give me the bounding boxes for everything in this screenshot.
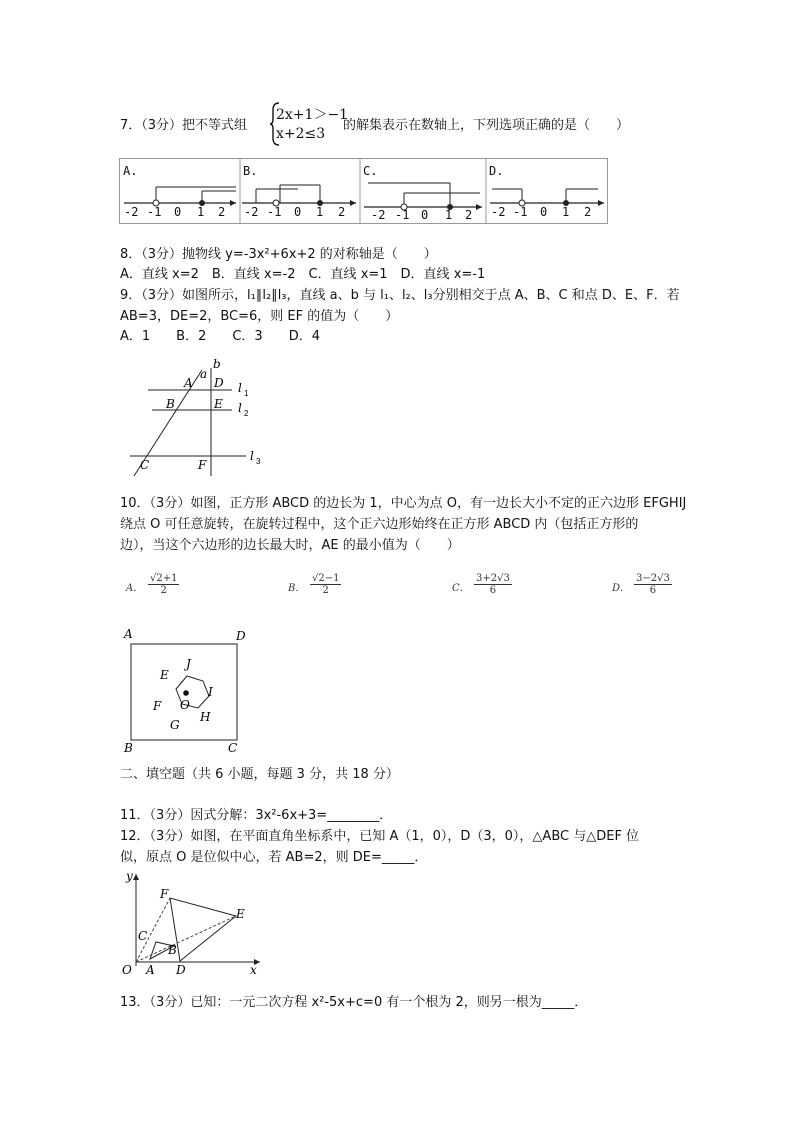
- option-b-numerator: √2−1: [312, 573, 340, 584]
- option-d-label: D．: [612, 583, 631, 594]
- label-C: C: [138, 929, 148, 943]
- option-c-numerator: 3+2√3: [476, 573, 510, 584]
- label-E: E: [160, 668, 169, 682]
- label-C: C: [228, 741, 238, 755]
- q10-option-c[interactable]: [452, 573, 512, 596]
- option-d-denominator: 6: [649, 585, 657, 596]
- label-F: F: [160, 887, 169, 901]
- label-l3: l: [250, 449, 254, 463]
- tick-label: -1: [267, 205, 282, 219]
- tick-label: -2: [124, 205, 139, 219]
- inequality-row-2: x+2≤3: [276, 126, 326, 142]
- option-c-label: C.: [363, 164, 378, 178]
- option-a-numerator: √2+1: [150, 573, 178, 584]
- option-a-number-line[interactable]: [124, 187, 236, 206]
- tick-label: 1: [562, 205, 570, 219]
- label-l1-subscript: 1: [244, 389, 249, 398]
- label-E: E: [236, 907, 245, 921]
- q12-line2: 似，原点 O 是位似中心，若 AB=2，则 DE=_____．: [120, 850, 428, 865]
- label-l2: l: [238, 401, 242, 415]
- tick-label: 2: [584, 205, 592, 219]
- label-I: I: [208, 685, 213, 699]
- tick-label: 2: [218, 205, 226, 219]
- q10-option-b[interactable]: [288, 573, 341, 596]
- label-O: O: [180, 698, 190, 712]
- tick-label: 1: [197, 205, 205, 219]
- q10-line3: 边），当这个六边形的边长最大时，AE 的最小值为（ ）: [120, 538, 460, 553]
- tick-label: -1: [513, 205, 528, 219]
- label-D: D: [176, 963, 186, 977]
- q9-parallel-lines-figure: [120, 352, 280, 482]
- label-l3-subscript: 3: [256, 457, 261, 466]
- center-point-O: [183, 690, 189, 696]
- label-B: B: [124, 741, 133, 755]
- option-b-denominator: 2: [322, 585, 329, 596]
- q10-option-a[interactable]: [126, 573, 179, 596]
- option-b-label: B．: [288, 583, 306, 594]
- y-axis-arrow-icon: [133, 874, 139, 880]
- label-A: A: [124, 627, 133, 641]
- label-y: y: [126, 869, 133, 883]
- q7-prefix: 7．（3分）把不等式组: [120, 118, 248, 133]
- q12-line1: 12．（3分）如图，在平面直角坐标系中，已知 A（1，0），D（3，0），△ABC 与△DEF 位: [120, 829, 640, 844]
- tick-label: 0: [421, 208, 429, 222]
- tick-label: -2: [491, 205, 506, 219]
- label-A: A: [146, 963, 155, 977]
- label-a: a: [200, 367, 208, 381]
- triangle-DEF: [170, 898, 236, 961]
- q9-stem-line1: 9．（3分）如图所示，l₁∥l₂∥l₃，直线 a、b 与 l₁、l₂、l₃分别相交于点 A、B、C 和点 D、E、F．若: [120, 288, 680, 303]
- option-c-number-line[interactable]: [364, 183, 482, 210]
- q10-square-hexagon-figure: [118, 624, 258, 758]
- label-l2-subscript: 2: [244, 409, 249, 418]
- option-a-label: A.: [123, 164, 138, 178]
- label-D: D: [236, 629, 246, 643]
- tick-label: 2: [338, 205, 346, 219]
- q10-line2: 绕点 O 可任意旋转，在旋转过程中，这个正六边形始终在正方形 ABCD 内（包括正方形的: [120, 517, 639, 532]
- label-B: B: [166, 397, 175, 411]
- q12-coordinate-figure: [116, 866, 266, 978]
- q10-line1: 10．（3分）如图，正方形 ABCD 的边长为 1，中心为点 O，有一边长大小不定的正六边形 EFGHIJ: [120, 496, 687, 511]
- tick-label: 1: [316, 205, 324, 219]
- tick-label: 2: [465, 208, 473, 222]
- label-A: A: [184, 376, 193, 390]
- option-b-label: B.: [243, 164, 258, 178]
- q13-text: 13．（3分）已知：一元二次方程 x²-5x+c=0 有一个根为 2，则另一根为_____．: [120, 995, 588, 1010]
- label-H: H: [200, 710, 211, 724]
- label-G: G: [170, 718, 180, 732]
- tick-label: 0: [540, 205, 548, 219]
- label-F: F: [153, 699, 162, 713]
- option-d-label: D.: [489, 164, 504, 178]
- label-J: J: [186, 657, 191, 671]
- section-2-title: 二、填空题（共 6 小题，每题 3 分，共 18 分）: [120, 767, 399, 782]
- tick-label: 0: [174, 205, 182, 219]
- tick-label: -1: [395, 208, 410, 222]
- q7-options-table: [119, 158, 608, 224]
- q8-options: A．直线 x=2 B．直线 x=-2 C．直线 x=1 D．直线 x=-1: [120, 267, 486, 282]
- label-O: O: [122, 963, 132, 977]
- option-a-label: A．: [126, 583, 144, 594]
- label-C: C: [140, 458, 150, 472]
- option-b-number-line[interactable]: [242, 185, 356, 206]
- q11-text: 11．（3分）因式分解：3x²-6x+3=________．: [120, 808, 393, 823]
- option-d-number-line[interactable]: [490, 189, 604, 206]
- label-x: x: [250, 963, 257, 977]
- tick-label: 1: [445, 208, 453, 222]
- tick-label: -2: [244, 205, 259, 219]
- label-D: D: [214, 376, 224, 390]
- inequality-row-1: 2x+1＞−1: [276, 107, 349, 123]
- option-c-denominator: 6: [489, 585, 497, 596]
- option-c-label: C．: [452, 583, 470, 594]
- tick-label: -2: [371, 208, 386, 222]
- homothety-ray-E: [136, 916, 236, 962]
- label-E: E: [214, 397, 223, 411]
- option-d-numerator: 3−2√3: [636, 573, 670, 584]
- q9-stem-line2: AB=3，DE=2，BC=6，则 EF 的值为（ ）: [120, 309, 399, 324]
- q10-option-d[interactable]: [612, 573, 672, 596]
- q9-options: A．1 B．2 C．3 D．4: [120, 329, 320, 344]
- label-b: b: [213, 357, 221, 371]
- q7-suffix: 的解集表示在数轴上，下列选项正确的是（ ）: [343, 118, 630, 133]
- label-l1: l: [238, 381, 242, 395]
- tick-label: 0: [294, 205, 302, 219]
- option-a-denominator: 2: [160, 585, 167, 596]
- tick-label: -1: [147, 205, 162, 219]
- label-F: F: [198, 458, 207, 472]
- q8-stem: 8．（3分）抛物线 y=-3x²+6x+2 的对称轴是（ ）: [120, 247, 437, 262]
- label-B: B: [168, 943, 177, 957]
